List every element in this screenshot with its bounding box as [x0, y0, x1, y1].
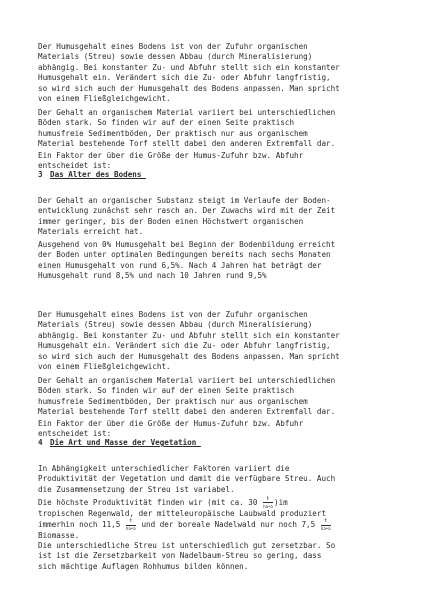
text-line: Humusgehalt ein. Verändert sich die Zu- oder Abfuhr langfristig,: [38, 341, 331, 350]
text-line: Böden stark. So finden wir auf der einen Seite praktisch: [38, 386, 295, 395]
text-line: Materials erreicht hat.: [38, 227, 144, 236]
text-line: Der Humusgehalt eines Bodens ist von der Zufuhr organischen: [38, 41, 308, 51]
fraction-numerator: t: [324, 518, 328, 524]
text-line: [38, 520, 332, 529]
text-line: In Abhängigkeit unterschiedlicher Faktoren variiert die: [38, 463, 290, 473]
text-line: entwicklung zunächst sehr rasch an. Der Zuwachs wird mit der Zeit: [38, 206, 336, 215]
fraction-denominator: ha•a: [320, 526, 331, 531]
text-line: von einem Fließgleichgewicht.: [38, 94, 171, 103]
text-line: Ausgehend von 0% Humusgehalt bei Beginn der Bodenbildung erreicht: [38, 239, 336, 249]
text-line: Biomasse.: [38, 531, 80, 540]
text-line: tropischen Regenwald, der mitteleuropäische Laubwald produziert: [38, 508, 327, 518]
section-title: Die Art und Masse der Vegetation: [50, 438, 201, 447]
text-line: so wird sich auch der Humusgehalt des Bodens anpassen. Man spricht: [38, 83, 340, 93]
text-line: so wird sich auch der Humusgehalt des Bodens anpassen. Man spricht: [38, 351, 340, 361]
paragraph-humusgehalt-1: [38, 31, 390, 105]
text-line: Produktivität der Vegetation und damit die verfügbare Streu. Auch: [38, 474, 336, 483]
text-line: Materials (Streu) sowie dessen Abbau (durch Mineralisierung): [38, 52, 313, 61]
paragraph-faktor-2: [38, 408, 390, 440]
fraction-numerator: t: [129, 518, 133, 524]
section-heading-3: [38, 170, 146, 181]
paragraph-humusgehalt-werte: [38, 229, 390, 282]
paragraph-streu-zersetzbarkeit: [38, 530, 390, 572]
text-line: abhängig. Bei konstanter Zu- und Abfuhr stellt sich ein konstanter: [38, 330, 340, 340]
text-line: von einem Fließgleichgewicht.: [38, 362, 171, 371]
text-line: entscheidet ist:: [38, 161, 112, 170]
text-line: der Boden unter optimalen Bedingungen bereits nach sechs Monaten: [38, 250, 331, 259]
text-line: immer geringer, bis der Boden einen Höchstwert organischen: [38, 216, 304, 226]
text-line: Der Humusgehalt eines Bodens ist von der Zufuhr organischen: [38, 309, 308, 319]
text-line: Ein Faktor der über die Größe der Humus-Zufuhr bzw. Abfuhr: [38, 418, 304, 428]
text-line: die Zusammensetzung der Streu ist variabel.: [38, 484, 235, 494]
text-line: Der Gehalt an organischem Material variiert bei unterschiedlichen: [38, 107, 336, 117]
text-line: Der Gehalt an organischer Substanz steigt im Verlaufe der Boden-: [38, 195, 331, 205]
paragraph-faktor-1: [38, 140, 390, 172]
text-line: Materials (Streu) sowie dessen Abbau (durch Mineralisierung): [38, 320, 313, 329]
text-line: humusfreie Sedimentböden, Der praktisch nur aus organischem: [38, 128, 308, 138]
text-fragment: immerhin noch 11,5: [38, 520, 125, 529]
text-fragment: und der boreale Nadelwald nur noch 7,5: [136, 520, 320, 529]
text-line: sich mächtige Auflagen Rohhumus bilden können.: [38, 561, 249, 571]
text-line: Material bestehende Torf stellt dabei den anderen Extremfall dar.: [38, 139, 336, 148]
fraction-denominator: ha•a: [263, 503, 273, 509]
text-line: Material bestehende Torf stellt dabei den anderen Extremfall dar.: [38, 407, 336, 416]
text-fragment: Die höchste Produktivität finden wir (mit ca. 30: [38, 497, 263, 507]
text-line: Humusgehalt rund 8,5% und nach 10 Jahren rund 9,5%: [38, 271, 267, 280]
text-line: entscheidet ist:: [38, 429, 112, 438]
section-number: 4: [38, 438, 43, 447]
text-line: Ein Faktor der über die Größe der Humus-Zufuhr bzw. Abfuhr: [38, 150, 304, 160]
text-fragment: )im: [274, 497, 288, 507]
fraction-numerator: t: [266, 495, 270, 502]
text-line: ist ist die Zersetzbarkeit von Nadelbaum-Streu so gering, dass: [38, 551, 322, 560]
text-line: Humusgehalt ein. Verändert sich die Zu- oder Abfuhr langfristig,: [38, 73, 331, 82]
fraction-denominator: ha•a: [126, 526, 136, 531]
section-title: Das Alter des Bodens: [50, 170, 147, 179]
section-number: 3: [38, 170, 43, 179]
text-line: einen Humusgehalt von rund 6,5%. Nach 4 Jahren hat beträgt der: [38, 260, 322, 270]
paragraph-humusgehalt-2: [38, 299, 390, 373]
section-heading-4: [38, 438, 201, 449]
fraction-t-per-ha-a: [263, 497, 273, 509]
text-line: Die unterschiedliche Streu ist unterschiedlich gut zersetzbar. So: [38, 540, 336, 550]
text-line: Der Gehalt an organischem Material variiert bei unterschiedlichen: [38, 375, 336, 385]
text-line: [38, 495, 288, 509]
text-line: abhängig. Bei konstanter Zu- und Abfuhr stellt sich ein konstanter: [38, 62, 340, 72]
text-line: humusfreie Sedimentböden, Der praktisch nur aus organischem: [38, 396, 308, 406]
text-line: Böden stark. So finden wir auf der einen Seite praktisch: [38, 118, 295, 127]
